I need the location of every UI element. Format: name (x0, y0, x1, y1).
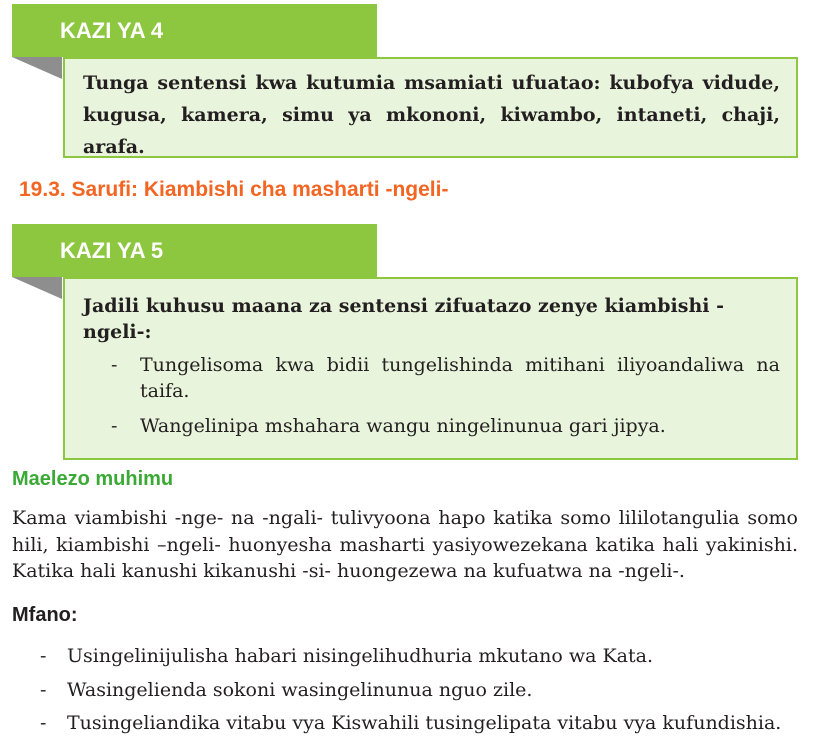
list-item (12, 677, 812, 703)
notes-paragraph: Kama viambishi -nge- na -ngali- tulivyoona hapo katika somo lililotangulia somo hili, kiambishi –ngeli- huonyesha masharti yasiyowezekana katika hali yakinishi. Katika hali kanushi kikanushi -si- huongezewa na kufuatwa na -ngeli-. (12, 507, 798, 582)
section-heading: 19.3. Sarufi: Kiambishi cha masharti -ngeli- (19, 178, 449, 201)
task-4-box (63, 57, 798, 158)
list-item-text: Wangelinipa mshahara wangu ningelinunua gari jipya. (140, 415, 666, 437)
list-item-text: Tungelisoma kwa bidii tungelishinda mitihani iliyoandaliwa na taifa. (140, 354, 780, 402)
bullet-dash: - (40, 645, 47, 667)
list-item (12, 643, 812, 669)
list-item (83, 352, 780, 404)
bullet-dash: - (111, 415, 118, 437)
task-5-box (63, 277, 798, 460)
task-4-line-2: kugusa, kamera, simu ya mkononi, kiwambo, intaneti, chaji, arafa. (83, 104, 780, 158)
tab-fold-decoration (12, 277, 62, 299)
task-4-tab (12, 4, 377, 57)
tab-fold-decoration (12, 57, 62, 79)
examples-list (12, 643, 812, 744)
list-item (12, 710, 812, 736)
examples-heading: Mfano: (12, 604, 78, 626)
task-5-tab (12, 224, 377, 277)
task-5-list (83, 352, 780, 439)
example-text: Tusingeliandika vitabu vya Kiswahili tusingelipata vitabu vya kufundishia. (67, 712, 782, 734)
bullet-dash: - (111, 354, 118, 376)
task-4-line-1: Tunga sentensi kwa kutumia msamiati ufuatao: kubofya vidude, (83, 72, 780, 94)
task-5-tab-label: KAZI YA 5 (60, 237, 164, 263)
list-item (83, 413, 780, 439)
example-text: Wasingelienda sokoni wasingelinunua nguo zile. (67, 678, 533, 701)
bullet-dash: - (40, 712, 47, 734)
notes-heading: Maelezo muhimu (12, 468, 174, 490)
task-5-lead: Jadili kuhusu maana za sentensi zifuatazo zenye kiambishi -ngeli-: (83, 295, 725, 343)
bullet-dash: - (40, 678, 47, 701)
example-text: Usingelinijulisha habari nisingelihudhuria mkutano wa Kata. (67, 645, 654, 667)
task-4-tab-label: KAZI YA 4 (60, 17, 164, 43)
